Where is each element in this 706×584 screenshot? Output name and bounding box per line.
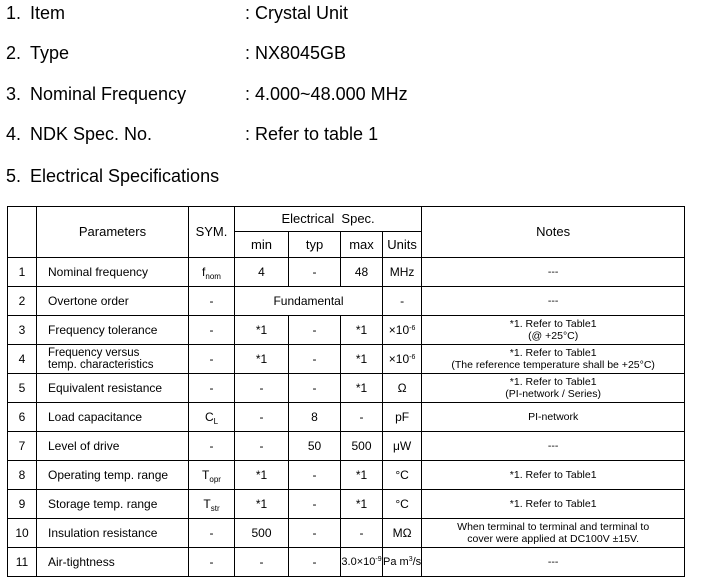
table-row xyxy=(8,374,685,403)
ndk-spec-label: NDK Spec. No. xyxy=(30,124,153,144)
notes-cell: --- xyxy=(422,258,685,287)
row-number: 3 xyxy=(8,316,37,345)
table-row xyxy=(8,345,685,374)
notes-cell xyxy=(422,316,685,345)
sym-subscript: str xyxy=(210,504,220,513)
max-cell xyxy=(341,548,383,577)
min-cell: - xyxy=(235,374,289,403)
parameter-cell: Storage temp. range xyxy=(37,490,189,519)
sym-cell xyxy=(189,403,235,432)
parameter-cell xyxy=(37,345,189,374)
electrical-spec-table xyxy=(7,206,685,577)
ndk-spec-value: : Refer to table 1 xyxy=(245,124,379,144)
sym-cell: - xyxy=(189,548,235,577)
item-number: 1. xyxy=(6,3,22,23)
header-sym: SYM. xyxy=(189,207,235,258)
ndk-spec-number: 4. xyxy=(6,124,22,144)
nominal-frequency-label: Nominal Frequency xyxy=(30,84,187,104)
table-row xyxy=(8,461,685,490)
max-cell: *1 xyxy=(341,461,383,490)
parameter-cell: Nominal frequency xyxy=(37,258,189,287)
units-cell xyxy=(383,345,422,374)
sym-cell: - xyxy=(189,374,235,403)
units-exponent: 3 xyxy=(408,556,413,563)
typ-cell: - xyxy=(289,519,341,548)
parameter-cell: Air-tightness xyxy=(37,548,189,577)
parameter-cell: Frequency tolerance xyxy=(37,316,189,345)
max-cell: - xyxy=(341,519,383,548)
units-main: Pa m xyxy=(383,556,409,568)
type-number: 2. xyxy=(6,43,22,63)
notes-cell: PI-network xyxy=(422,403,685,432)
sym-cell: - xyxy=(189,519,235,548)
table-row xyxy=(8,519,685,548)
typ-cell: - xyxy=(289,548,341,577)
note-line-2: (PI-network / Series) xyxy=(505,388,601,400)
header-parameters: Parameters xyxy=(37,207,189,258)
notes-cell: --- xyxy=(422,548,685,577)
note-line-2: (@ +25°C) xyxy=(528,330,579,342)
parameter-line-1: Frequency versus xyxy=(48,347,140,359)
parameter-cell: Operating temp. range xyxy=(37,461,189,490)
nominal-frequency-number: 3. xyxy=(6,84,22,104)
note-line-2: (The reference temperature shall be +25°C) xyxy=(451,359,655,371)
typ-cell: - xyxy=(289,461,341,490)
min-cell: *1 xyxy=(235,316,289,345)
min-cell: *1 xyxy=(235,461,289,490)
row-number: 2 xyxy=(8,287,37,316)
table-row xyxy=(8,490,685,519)
row-number: 8 xyxy=(8,461,37,490)
header-number-cell xyxy=(8,207,37,258)
notes-cell xyxy=(422,374,685,403)
units-cell: pF xyxy=(383,403,422,432)
units-cell: MHz xyxy=(383,258,422,287)
sym-cell xyxy=(189,461,235,490)
header-max: max xyxy=(341,232,383,258)
item-label: Item xyxy=(30,3,66,23)
header-notes: Notes xyxy=(422,207,685,258)
note-line-1: *1. Refer to Table1 xyxy=(509,376,597,388)
nominal-frequency-value: : 4.000~48.000 MHz xyxy=(245,84,408,104)
min-cell: - xyxy=(235,403,289,432)
sym-cell: - xyxy=(189,432,235,461)
notes-cell xyxy=(422,345,685,374)
parameter-cell: Level of drive xyxy=(37,432,189,461)
units-cell: μW xyxy=(383,432,422,461)
typ-cell: 50 xyxy=(289,432,341,461)
note-line-1: When terminal to terminal and terminal to xyxy=(457,521,650,533)
min-cell: 500 xyxy=(235,519,289,548)
row-number: 6 xyxy=(8,403,37,432)
parameter-cell: Load capacitance xyxy=(37,403,189,432)
sym-cell xyxy=(189,258,235,287)
parameter-line-2: temp. characteristics xyxy=(48,359,154,371)
notes-cell: --- xyxy=(422,287,685,316)
table-header-row xyxy=(8,207,685,232)
sym-cell xyxy=(189,490,235,519)
parameter-cell: Equivalent resistance xyxy=(37,374,189,403)
row-number: 4 xyxy=(8,345,37,374)
note-line-1: *1. Refer to Table1 xyxy=(509,318,597,330)
table-row xyxy=(8,403,685,432)
row-number: 9 xyxy=(8,490,37,519)
max-cell: *1 xyxy=(341,490,383,519)
header-units: Units xyxy=(383,232,422,258)
max-main: 3.0×10 xyxy=(341,556,376,568)
notes-cell xyxy=(422,519,685,548)
table-row xyxy=(8,287,685,316)
typ-cell: - xyxy=(289,374,341,403)
notes-cell: --- xyxy=(422,432,685,461)
units-main: ×10 xyxy=(388,323,410,337)
header-electrical-spec: Electrical Spec. xyxy=(235,207,422,232)
header-min: min xyxy=(235,232,289,258)
row-number: 1 xyxy=(8,258,37,287)
header-typ: typ xyxy=(289,232,341,258)
table-row xyxy=(8,432,685,461)
sym-main: T xyxy=(203,497,211,511)
sym-main: C xyxy=(204,410,214,424)
parameter-cell: Overtone order xyxy=(37,287,189,316)
min-cell: 4 xyxy=(235,258,289,287)
spec-cell: Fundamental xyxy=(235,287,383,316)
sym-cell: - xyxy=(189,345,235,374)
type-label: Type xyxy=(30,43,70,63)
units-cell xyxy=(383,316,422,345)
min-cell: - xyxy=(235,432,289,461)
typ-cell: - xyxy=(289,345,341,374)
sym-subscript: opr xyxy=(209,475,221,484)
units-cell: MΩ xyxy=(383,519,422,548)
max-cell: 500 xyxy=(341,432,383,461)
sym-main: T xyxy=(202,468,210,482)
min-cell: *1 xyxy=(235,490,289,519)
min-cell: - xyxy=(235,548,289,577)
sym-cell: - xyxy=(189,316,235,345)
max-cell: 48 xyxy=(341,258,383,287)
units-cell: Ω xyxy=(383,374,422,403)
row-number: 10 xyxy=(8,519,37,548)
sym-subscript: L xyxy=(213,417,219,426)
section-title: Electrical Specifications xyxy=(30,166,220,186)
table-row xyxy=(8,258,685,287)
units-cell: °C xyxy=(383,490,422,519)
max-cell: *1 xyxy=(341,316,383,345)
section-number: 5. xyxy=(6,166,22,186)
row-number: 7 xyxy=(8,432,37,461)
max-cell: - xyxy=(341,403,383,432)
typ-cell: - xyxy=(289,490,341,519)
parameter-cell: Insulation resistance xyxy=(37,519,189,548)
units-tail: /s xyxy=(412,556,422,568)
row-number: 5 xyxy=(8,374,37,403)
type-value: : NX8045GB xyxy=(245,43,347,63)
notes-cell: *1. Refer to Table1 xyxy=(422,461,685,490)
max-cell: *1 xyxy=(341,374,383,403)
item-value: : Crystal Unit xyxy=(245,3,349,23)
max-exponent: -9 xyxy=(375,556,382,563)
units-cell: °C xyxy=(383,461,422,490)
row-number: 11 xyxy=(8,548,37,577)
units-exponent: -6 xyxy=(409,354,416,361)
units-exponent: -6 xyxy=(409,325,416,332)
note-line-2: cover were applied at DC100V ±15V. xyxy=(467,533,640,545)
typ-cell: - xyxy=(289,258,341,287)
sym-subscript: nom xyxy=(205,272,221,281)
max-cell: *1 xyxy=(341,345,383,374)
notes-cell: *1. Refer to Table1 xyxy=(422,490,685,519)
table-row xyxy=(8,548,685,577)
sym-main: f xyxy=(202,265,206,279)
sym-cell: - xyxy=(189,287,235,316)
min-cell: *1 xyxy=(235,345,289,374)
typ-cell: 8 xyxy=(289,403,341,432)
units-cell: - xyxy=(383,287,422,316)
note-line-1: *1. Refer to Table1 xyxy=(509,347,597,359)
typ-cell: - xyxy=(289,316,341,345)
units-cell xyxy=(383,548,422,577)
units-main: ×10 xyxy=(388,352,410,366)
table-row xyxy=(8,316,685,345)
